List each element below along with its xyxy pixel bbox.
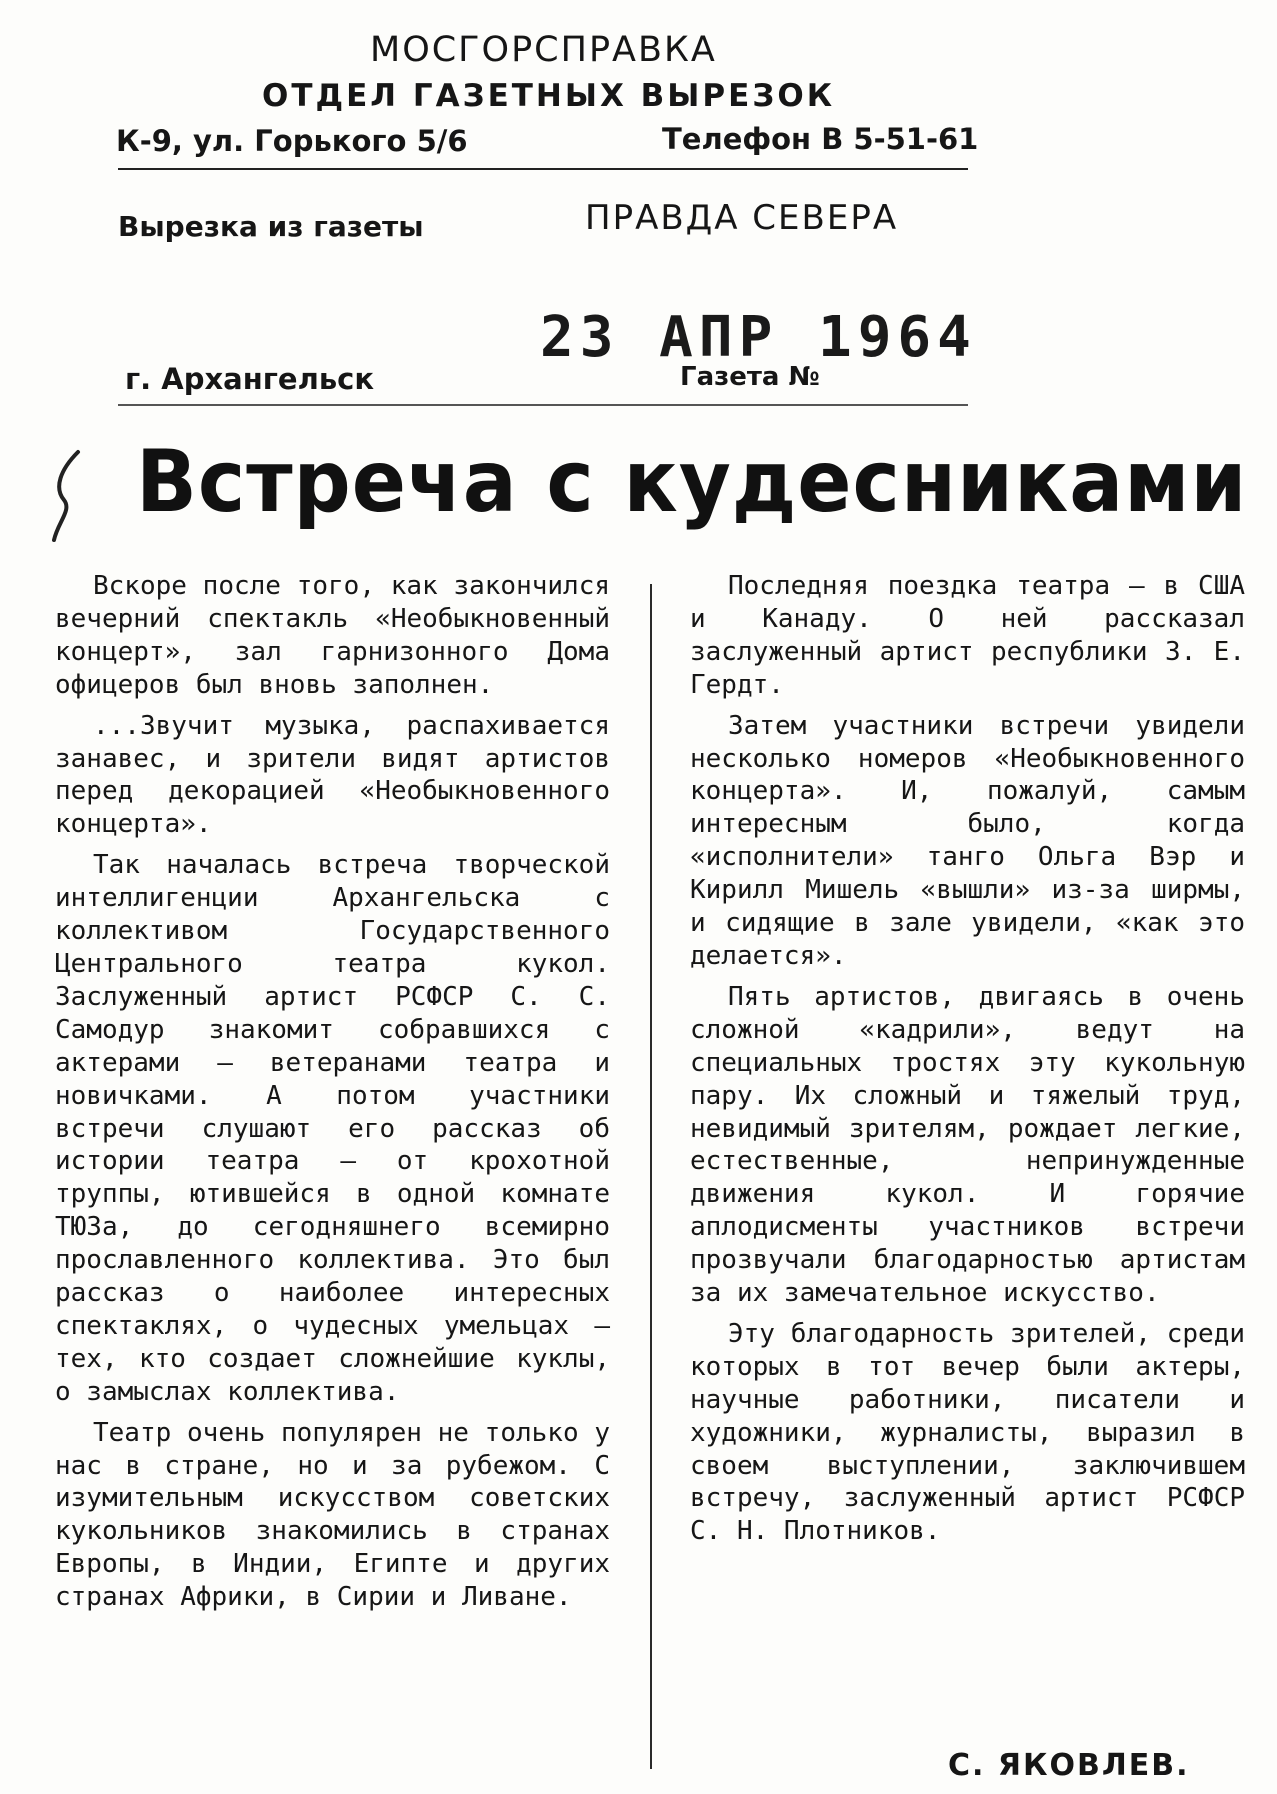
department-name: ОТДЕЛ ГАЗЕТНЫХ ВЫРЕЗОК xyxy=(262,78,836,114)
column-divider xyxy=(650,584,652,1769)
clipping-stamp xyxy=(0,0,1277,430)
paragraph: Вскоре после того, как закончился вечерний спектакль «Необыкновенный концерт», зал гарнизонного Дома офицеров был вновь заполнен. xyxy=(55,571,610,700)
article-column-left xyxy=(55,570,610,1614)
agency-name: МОСГОРСПРАВКА xyxy=(370,30,717,70)
stamp-bottom-divider xyxy=(118,404,968,406)
paragraph: Эту благодарность зрителей, среди которых в тот вечер были актеры, научные работники, писатели и художники, журналисты, выразил в своем выступлении, заключившем встречу, заслуженный артист РСФСР С. Н. Плотников. xyxy=(690,1318,1245,1547)
paragraph: Последняя поездка театра — в США и Канаду. О ней рассказал заслуженный артист республики З. Е. Гердт. xyxy=(690,571,1245,700)
agency-address: К-9, ул. Горького 5/6 xyxy=(116,124,468,158)
issue-label: Газета № xyxy=(680,362,820,392)
paragraph: Пять артистов, двигаясь в очень сложной «кадрили», ведут на специальных тростях эту кукольную пару. Их сложный и тяжелый труд, невидимый зрителям, рождает легкие, естественные, непринужденные движения кукол. И горячие аплодисменты участников встречи прозвучали благодарностью артистам за их замечательное искусство. xyxy=(690,981,1245,1309)
article-headline: Встреча с кудесниками xyxy=(136,432,1248,532)
paragraph: Затем участники встречи увидели несколько номеров «Необыкновенного концерта». И, пожалуй, самым интересным было, когда «исполнители» танго Ольга Вэр и Кирилл Мишель «вышли» из-за ширмы, и сидящие в зале увидели, «как это делается». xyxy=(690,710,1245,971)
newspaper-city: г. Архангельск xyxy=(125,362,375,396)
agency-phone: Телефон В 5-51-61 xyxy=(662,122,979,156)
newspaper-name: ПРАВДА СЕВЕРА xyxy=(585,198,899,238)
stamp-divider xyxy=(118,168,968,170)
paragraph: Театр очень популярен не только у нас в стране, но и за рубежом. С изумительным искусством советских кукольников знакомились в странах Европы, в Индии, Египте и других странах Африки, в Сирии и Ливане. xyxy=(55,1417,610,1613)
pencil-mark-icon xyxy=(48,448,94,544)
paragraph: ...Звучит музыка, распахивается занавес, и зрители видят артистов перед декорацией «Необыкновенного концерта». xyxy=(55,710,610,840)
author-byline: С. ЯКОВЛЕВ. xyxy=(948,1748,1190,1783)
clip-label: Вырезка из газеты xyxy=(118,210,424,243)
article-column-right xyxy=(690,570,1245,1548)
paragraph: Так началась встреча творческой интеллигенции Архангельска с коллективом Государственного Центрального театра кукол. Заслуженный артист РСФСР С. С. Самодур знакомит собравшихся с актерами — ветеранами театра и новичками. А потом участники встречи слушают его рассказ об истории театра — от крохотной труппы, ютившейся в одной комнате ТЮЗа, до сегодняшнего всемирно прославленного коллектива. Это был рассказ о наиболее интересных спектаклях, о чудесных умельцах — тех, кто создает сложнейшие куклы, о замыслах коллектива. xyxy=(55,850,610,1407)
date-stamp: 23 АПР 1964 xyxy=(540,305,977,370)
